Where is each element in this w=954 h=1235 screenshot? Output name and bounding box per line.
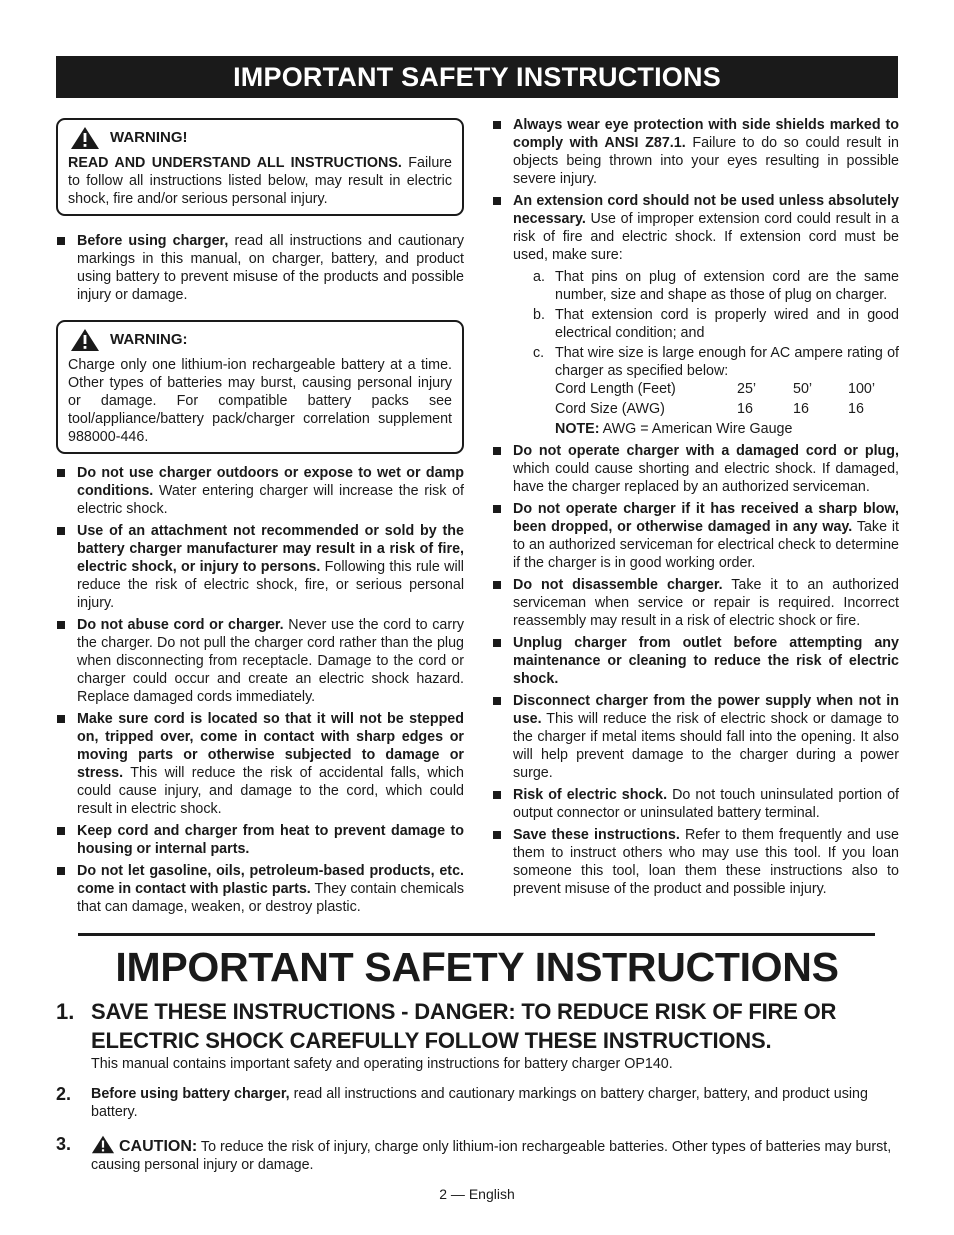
list-item: Disconnect charger from the power supply when not in use. This will reduce the risk of electric shock or damage to the charger if metal items should fall into the opening. It also will help prevent damage to the charger during a power surge. bbox=[492, 692, 899, 782]
table-row: Cord Size (AWG) 16 16 16 bbox=[555, 401, 864, 417]
section-divider bbox=[78, 933, 875, 936]
warning-triangle-icon bbox=[91, 1135, 115, 1154]
warning-title: WARNING: bbox=[110, 331, 188, 348]
item-heading: SAVE THESE INSTRUCTIONS - DANGER: TO REDUCE RISK OF FIRE OR ELECTRIC SHOCK CAREFULLY FOLLOW THESE INSTRUCTIONS. bbox=[91, 999, 837, 1053]
warning-title: WARNING! bbox=[110, 129, 188, 146]
list-item: Always wear eye protection with side shields marked to comply with ANSI Z87.1. Failure to do so could result in objects being thrown into your eyes resulting in possible severe injury. bbox=[492, 116, 899, 188]
warning-box-2 bbox=[56, 320, 464, 454]
list-item: Make sure cord is located so that it will not be stepped on, tripped over, come in contact with sharp edges or moving parts or otherwise subjected to damage or stress. This will reduce the risk of accidental falls, which could cause injury, and damage to the cord, which could result in electric shock. bbox=[56, 710, 464, 818]
list-item: Do not operate charger if it has received a sharp blow, been dropped, or otherwise damaged in any way. Take it to an authorized serviceman for electrical check to determine if the charger is in good working order. bbox=[492, 500, 899, 572]
sub-item: b. That extension cord is properly wired and in good electrical condition; and bbox=[533, 307, 899, 341]
warning-text: Charge only one lithium-ion rechargeable battery at a time. Other types of batteries may burst, causing personal injury or damage. For compatible battery packs see tool/appliance/battery pack/charger correlation supplement 988000-446. bbox=[68, 357, 452, 445]
list-item: Before using charger, read all instructions and cautionary markings in this manual, on charger, battery, and product using battery to prevent misuse of the products and possible injury or damage. bbox=[56, 232, 464, 304]
warning-triangle-icon bbox=[70, 126, 100, 150]
warning-triangle-icon bbox=[70, 328, 100, 352]
bullet-list bbox=[492, 116, 899, 898]
list-item: Do not abuse cord or charger. Never use the cord to carry the charger. Do not pull the charger cord rather than the plug when disconnecting from receptacle. Damage to the cord or charger could occur and create an electric shock hazard. Replace damaged cords immediately. bbox=[56, 616, 464, 706]
list-item: Save these instructions. Refer to them frequently and use them to instruct others who may use this tool. If you loan someone this tool, loan them these instructions also to prevent misuse of the product and possible injury. bbox=[492, 826, 899, 898]
warning-box-1 bbox=[56, 118, 464, 216]
list-item: An extension cord should not be used unless absolutely necessary. Use of improper extension cord could result in a risk of fire and electric shock. If extension cord must be used, make sure: a. That pins on plug of extension cord are the same number, size and shape as those of plug on charger. b. That extension cord is properly wired and in good electrical condition; and c. That wire size is large enough for AC ampere rating of charger as specified below: Cord Length (Feet) 25’ 50’ 100’ Cord Size (AWG) 16 16 16 NOTE: AWG = American Wire Gauge bbox=[492, 192, 899, 438]
numbered-item-1: 1. SAVE THESE INSTRUCTIONS - DANGER: TO REDUCE RISK OF FIRE OR ELECTRIC SHOCK CAREFULLY FOLLOW THESE INSTRUCTIONS. This manual contains important safety and operating instructions for battery charger OP140. bbox=[56, 995, 899, 1073]
awg-note: NOTE: AWG = American Wire Gauge bbox=[555, 421, 793, 437]
item-text: CAUTION: To reduce the risk of injury, charge only lithium-ion rechargeable batteries. Other types of batteries may burst, causing personal injury or damage. bbox=[91, 1135, 899, 1174]
numbered-item-2: 2. Before using battery charger, read all instructions and cautionary markings on battery charger, battery, and product using battery. bbox=[56, 1085, 899, 1121]
caution-label: CAUTION: bbox=[119, 1138, 198, 1155]
cord-table bbox=[555, 380, 875, 420]
numbered-item-3: 3. CAUTION: To reduce the risk of injury, charge only lithium-ion rechargeable batteries. Other types of batteries may burst, causing personal injury or damage. bbox=[56, 1135, 899, 1174]
bullet-list bbox=[56, 232, 464, 304]
item-text: This manual contains important safety and operating instructions for battery charger OP140. bbox=[91, 1056, 673, 1072]
list-item: Do not disassemble charger. Take it to an authorized serviceman when service or repair is required. Incorrect reassembly may result in a risk of electric shock or fire. bbox=[492, 576, 899, 630]
item-text: Before using battery charger, read all instructions and cautionary markings on battery charger, battery, and product using battery. bbox=[91, 1086, 868, 1120]
list-item: Use of an attachment not recommended or sold by the battery charger manufacturer may result in a risk of fire, electric shock, or injury to persons. Following this rule will reduce the risk of electric shock, fire, or serious personal injury. bbox=[56, 522, 464, 612]
sub-list bbox=[513, 268, 899, 438]
left-column bbox=[56, 118, 464, 920]
sub-item: a. That pins on plug of extension cord are the same number, size and shape as those of plug on charger. bbox=[533, 269, 899, 303]
header-title: IMPORTANT SAFETY INSTRUCTIONS bbox=[233, 61, 721, 92]
list-item: Keep cord and charger from heat to prevent damage to housing or internal parts. bbox=[56, 822, 464, 858]
list-item: Do not use charger outdoors or expose to wet or damp conditions. Water entering charger will increase the risk of electric shock. bbox=[56, 464, 464, 518]
warning-text: READ AND UNDERSTAND ALL INSTRUCTIONS. Failure to follow all instructions listed below, may result in electric shock, fire and/or serious personal injury. bbox=[68, 155, 452, 207]
list-item: Do not operate charger with a damaged cord or plug, which could cause shorting and electric shock. If damaged, have the charger replaced by an authorized serviceman. bbox=[492, 442, 899, 496]
right-column bbox=[492, 116, 899, 902]
sub-item: c. That wire size is large enough for AC ampere rating of charger as specified below: Cord Length (Feet) 25’ 50’ 100’ Cord Size (AWG) 16 16 16 NOTE: AWG = American Wire Gauge bbox=[533, 345, 899, 437]
list-item: Risk of electric shock. Do not touch uninsulated portion of output connector or uninsulated battery terminal. bbox=[492, 786, 899, 822]
section-title: IMPORTANT SAFETY INSTRUCTIONS bbox=[115, 944, 839, 990]
bullet-list bbox=[56, 464, 464, 916]
list-item: Unplug charger from outlet before attempting any maintenance or cleaning to reduce the risk of electric shock. bbox=[492, 634, 899, 688]
list-item: Do not let gasoline, oils, petroleum-based products, etc. come in contact with plastic parts. They contain chemicals that can damage, weaken, or destroy plastic. bbox=[56, 862, 464, 916]
header-banner bbox=[56, 56, 898, 98]
table-row: Cord Length (Feet) 25’ 50’ 100’ bbox=[555, 381, 876, 397]
numbered-instructions bbox=[56, 995, 899, 1174]
page-footer: 2 — English bbox=[439, 1186, 515, 1202]
